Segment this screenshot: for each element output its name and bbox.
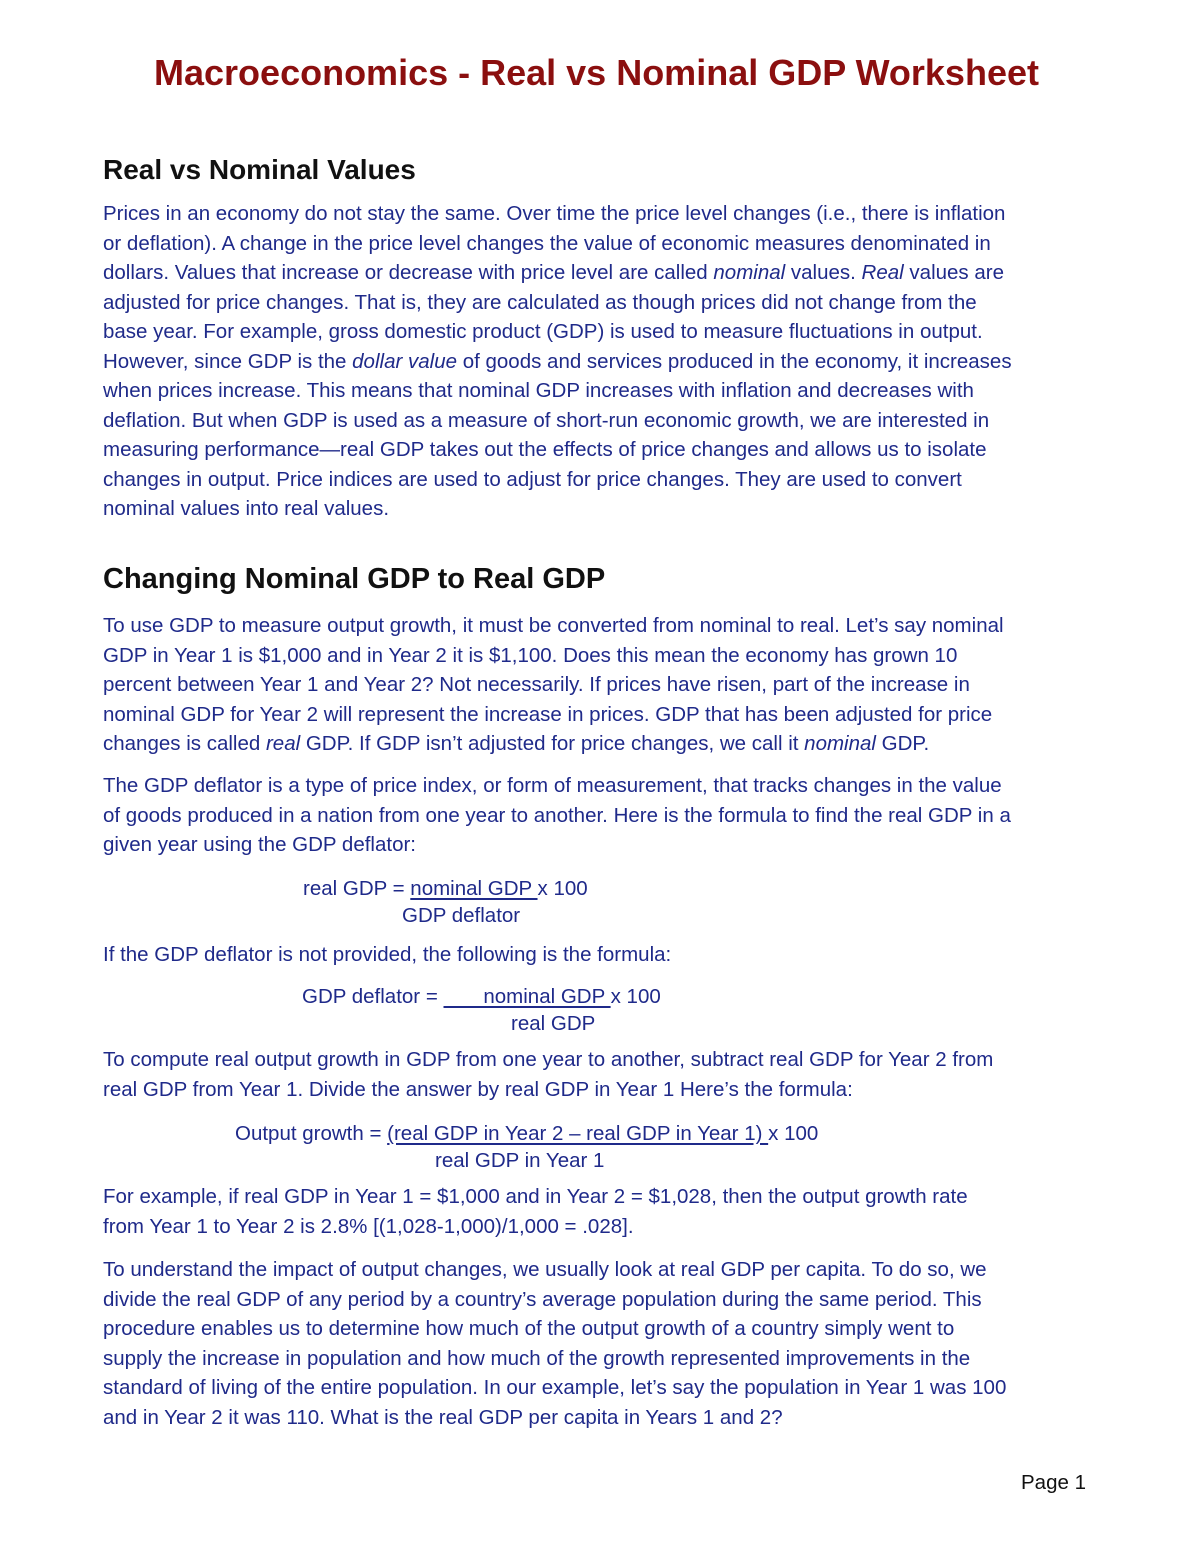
formula-multiplier: x 100 xyxy=(768,1122,819,1145)
text-line: given year using the GDP deflator: xyxy=(103,833,416,856)
paragraph-per-capita xyxy=(103,1255,1093,1432)
text-run: changes is called xyxy=(103,732,266,755)
italic-term: dollar value xyxy=(352,349,457,373)
formula-lhs: GDP deflator = xyxy=(302,985,444,1008)
text-line: GDP in Year 1 is $1,000 and in Year 2 it is $1,100. Does this mean the economy has grown 10 xyxy=(103,643,958,667)
text-line: To use GDP to measure output growth, it must be converted from nominal to real. Let’s say nominal xyxy=(103,614,1004,637)
text-line: percent between Year 1 and Year 2? Not necessarily. If prices have risen, part of the increase in xyxy=(103,673,970,696)
formula-numerator: nominal GDP xyxy=(443,985,611,1008)
formula-lhs: real GDP = xyxy=(303,877,411,900)
text-line: changes in output. Price indices are used to adjust for price changes. They are used to convert xyxy=(103,467,962,491)
text-line: and in Year 2 it was 110. What is the real GDP per capita in Years 1 and 2? xyxy=(103,1405,783,1429)
text-line: when prices increase. This means that nominal GDP increases with inflation and decreases with xyxy=(103,379,974,402)
formula-gdp-deflator-denominator: real GDP xyxy=(511,1012,596,1035)
text-run: However, since GDP is the xyxy=(103,349,353,373)
paragraph-convert-intro xyxy=(103,611,1093,759)
italic-term: nominal xyxy=(804,732,876,755)
formula-numerator: nominal GDP xyxy=(410,877,538,900)
formula-real-gdp-denominator: GDP deflator xyxy=(402,904,521,927)
document-title: Macroeconomics - Real vs Nominal GDP Worksheet xyxy=(154,52,1039,93)
text-line: To understand the impact of output changes, we usually look at real GDP per capita. To do so, we xyxy=(103,1258,987,1281)
formula-real-gdp xyxy=(303,875,588,902)
text-line: nominal values into real values. xyxy=(103,497,390,520)
formula-gdp-deflator xyxy=(302,983,661,1010)
text-line: or deflation). A change in the price level changes the value of economic measures denominated in xyxy=(103,231,991,255)
formula-output-growth-denominator: real GDP in Year 1 xyxy=(435,1149,605,1172)
text-line: from Year 1 to Year 2 is 2.8% [(1,028-1,000)/1,000 = .028]. xyxy=(103,1214,634,1238)
italic-term: real xyxy=(265,732,301,755)
text-line: procedure enables us to determine how much of the output growth of a country simply went to xyxy=(103,1317,955,1340)
paragraph-deflator-not-provided xyxy=(103,940,1093,970)
formula-multiplier: x 100 xyxy=(537,877,588,900)
formula-numerator: (real GDP in Year 2 – real GDP in Year 1) xyxy=(387,1122,769,1145)
text-line: The GDP deflator is a type of price index, or form of measurement, that tracks changes in the value xyxy=(103,774,1002,797)
text-run: GDP. xyxy=(875,732,930,755)
text-line: supply the increase in population and how much of the growth represented improvements in the xyxy=(103,1346,971,1370)
page-number: Page 1 xyxy=(1021,1471,1086,1494)
text-line xyxy=(103,347,1093,377)
text-line: measuring performance—real GDP takes out the effects of price changes and allows us to isolate xyxy=(103,438,987,461)
text-run: GDP. If GDP isn’t adjusted for price changes, we call it xyxy=(300,732,805,755)
text-line: If the GDP deflator is not provided, the following is the formula: xyxy=(103,943,672,966)
text-line: of goods produced in a nation from one year to another. Here is the formula to find the real GDP in a xyxy=(103,803,1011,827)
paragraph-real-vs-nominal xyxy=(103,199,1093,524)
text-run: values. xyxy=(785,261,862,284)
formula-output-growth xyxy=(235,1120,818,1147)
paragraph-output-growth xyxy=(103,1045,1093,1104)
italic-term: nominal xyxy=(713,261,786,284)
text-line: For example, if real GDP in Year 1 = $1,000 and in Year 2 = $1,028, then the output growth rate xyxy=(103,1185,968,1208)
text-run: values are xyxy=(903,261,1004,284)
text-line: nominal GDP for Year 2 will represent the increase in prices. GDP that has been adjusted for price xyxy=(103,702,993,726)
text-line: To compute real output growth in GDP from one year to another, subtract real GDP for Year 2 from xyxy=(103,1048,994,1071)
paragraph-growth-example xyxy=(103,1182,1093,1241)
text-run: dollars. Values that increase or decrease with price level are called xyxy=(103,261,714,284)
text-line: base year. For example, gross domestic product (GDP) is used to measure fluctuations in output. xyxy=(103,320,983,343)
text-line xyxy=(103,258,1093,288)
section-heading-changing-nominal-to-real: Changing Nominal GDP to Real GDP xyxy=(103,563,606,595)
text-line: real GDP from Year 1. Divide the answer by real GDP in Year 1 Here’s the formula: xyxy=(103,1077,853,1101)
formula-lhs: Output growth = xyxy=(235,1122,388,1145)
formula-multiplier: x 100 xyxy=(610,985,661,1008)
text-line: divide the real GDP of any period by a country’s average population during the same period. This xyxy=(103,1287,982,1311)
text-line xyxy=(103,729,1093,759)
text-run: of goods and services produced in the economy, it increases xyxy=(457,349,1012,373)
text-line: adjusted for price changes. That is, they are calculated as though prices did not change from the xyxy=(103,290,977,314)
text-line: deflation. But when GDP is used as a measure of short-run economic growth, we are interested in xyxy=(103,408,990,432)
text-line: Prices in an economy do not stay the same. Over time the price level changes (i.e., there is inflation xyxy=(103,202,1006,225)
section-heading-real-vs-nominal: Real vs Nominal Values xyxy=(103,154,416,185)
italic-term: Real xyxy=(861,261,904,284)
text-line: standard of living of the entire population. In our example, let’s say the population in Year 1 was 100 xyxy=(103,1376,1007,1399)
paragraph-gdp-deflator xyxy=(103,771,1093,860)
